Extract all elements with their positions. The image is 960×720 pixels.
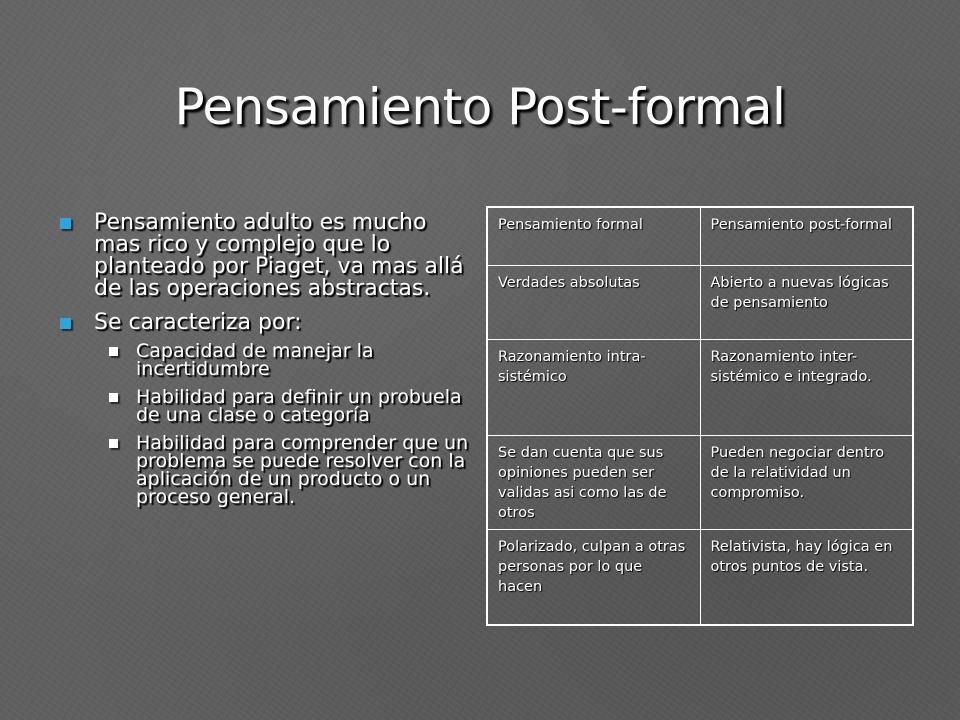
table-row <box>487 207 913 265</box>
sub-bullet-item <box>106 434 473 506</box>
slide-title: Pensamiento Post-formal <box>174 78 786 136</box>
square-bullet-icon <box>109 347 118 356</box>
bullet-list <box>58 212 473 518</box>
table-cell: Relativista, hay lógica en otros puntos de vista. <box>700 529 913 625</box>
sub-bullet-text: Capacidad de manejar la incertidumbre <box>136 340 374 380</box>
table-cell: Abierto a nuevas lógicas de pensamiento <box>700 265 913 339</box>
bullet-item <box>58 212 473 300</box>
bullet-text: Pensamiento adulto es mucho mas rico y complejo que lo planteado por Piaget, va mas allá de las operaciones abstractas. <box>94 210 464 301</box>
sub-bullet-text: Habilidad para comprender que un problema se puede resolver con la aplicación de un producto o un proceso general. <box>136 432 469 508</box>
sub-bullet-item <box>106 342 473 378</box>
table-cell: Pueden negociar dentro de la relatividad un compromiso. <box>700 435 913 529</box>
comparison-table <box>486 206 914 626</box>
table-cell: Pensamiento post-formal <box>700 207 913 265</box>
sub-bullet-item <box>106 388 473 424</box>
table-cell: Razonamiento inter-sistémico e integrado. <box>700 339 913 435</box>
table-row <box>487 435 913 529</box>
table-cell: Se dan cuenta que sus opiniones pueden ser validas asi como las de otros <box>487 435 700 529</box>
square-bullet-icon <box>109 439 118 448</box>
table-cell: Polarizado, culpan a otras personas por lo que hacen <box>487 529 700 625</box>
table-cell: Razonamiento intra-sistémico <box>487 339 700 435</box>
table-row <box>487 339 913 435</box>
square-bullet-icon <box>109 393 118 402</box>
bullet-text: Se caracteriza por: <box>94 310 302 335</box>
table-cell: Verdades absolutas <box>487 265 700 339</box>
table-cell: Pensamiento formal <box>487 207 700 265</box>
bullet-item <box>58 312 473 506</box>
sub-bullet-list <box>94 342 473 506</box>
square-bullet-icon <box>60 318 71 329</box>
table-row <box>487 265 913 339</box>
square-bullet-icon <box>60 218 71 229</box>
sub-bullet-text: Habilidad para definir un probuela de una clase o categoría <box>136 386 462 426</box>
table-row <box>487 529 913 625</box>
